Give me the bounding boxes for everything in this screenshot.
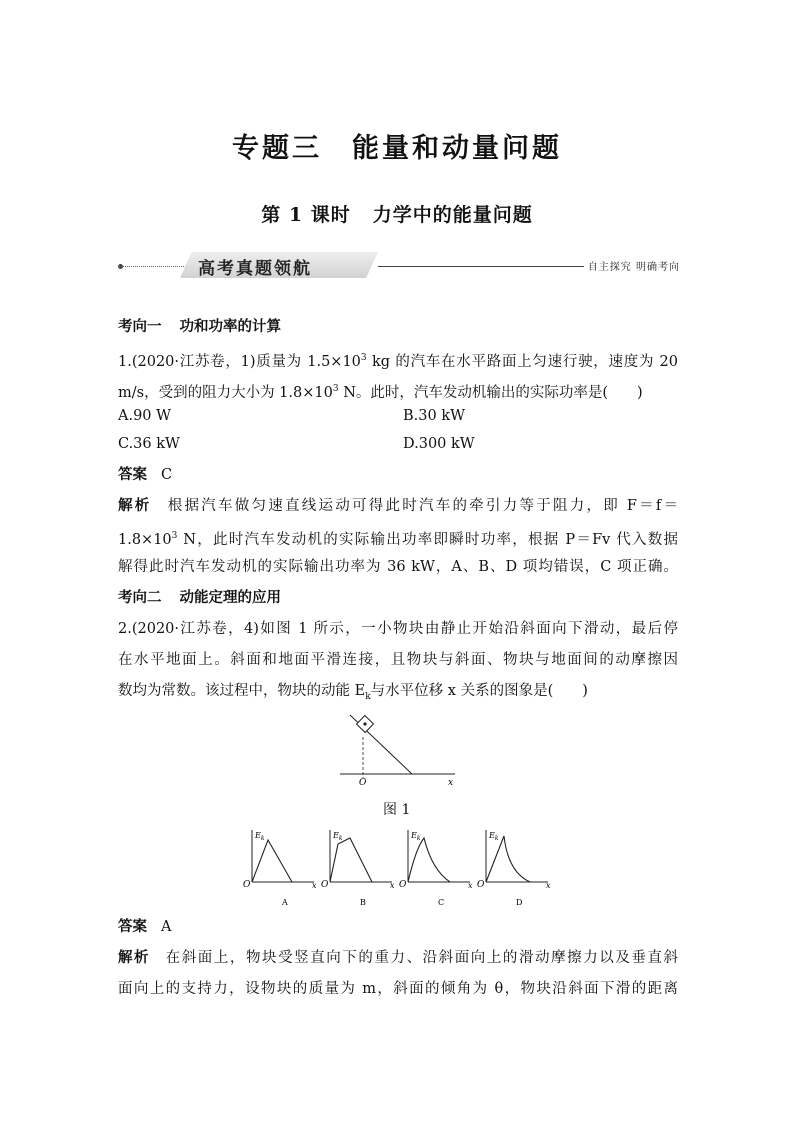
q1-answer-value: C xyxy=(161,467,173,483)
banner-note: 自主探究 明确考向 xyxy=(584,258,684,273)
lesson-number: 第 1 课时 xyxy=(261,204,351,226)
q2-analysis-line-2: 面向上的支持力，设物块的质量为 m，斜面的倾角为 θ，物块沿斜面下滑的距离 xyxy=(118,981,678,997)
q1-line-1-sup: 3 xyxy=(360,353,367,363)
section-1-topic: 功和功率的计算 xyxy=(179,318,281,335)
graph-B-xlabel: x xyxy=(390,881,395,890)
answer-graphs xyxy=(240,826,550,911)
graph-A-origin: O xyxy=(243,880,251,890)
q1-analysis-line-2 xyxy=(118,522,678,554)
q2-answer-value: A xyxy=(161,919,172,935)
q2-line-3-a: 数均为常数。该过程中，物块的动能 E xyxy=(118,683,366,699)
graph-C-xlabel: x xyxy=(468,881,473,890)
q2-answer xyxy=(118,913,678,941)
figure-1-incline xyxy=(330,712,465,787)
q2-line-2: 在水平地面上。斜面和地面平滑连接，且物块与斜面、物块与地面间的动摩擦因 xyxy=(118,652,678,668)
q1-analysis-line-3: 解得此时汽车发动机的实际输出功率为 36 kW，A、B、D 项均错误，C 项正确。 xyxy=(118,559,678,575)
q2-analysis-1: 在斜面上，物块受竖直向下的重力、沿斜面向上的滑动摩擦力以及垂直斜 xyxy=(164,950,679,966)
banner-title: 高考真题领航 xyxy=(198,259,312,279)
graph-A-ylabel-sub: k xyxy=(260,835,265,842)
q1-analysis-2a: 1.8×10 xyxy=(118,531,172,548)
q1-line-1 xyxy=(118,344,678,376)
q1-option-c: C.36 kW xyxy=(118,436,180,452)
fig1-block-dot xyxy=(363,722,366,725)
q1-analysis-2b: N，此时汽车发动机的实际输出功率即瞬时功率，根据 P＝Fv 代入数据 xyxy=(177,531,678,548)
q1-line-1-b: kg 的汽车在水平路面上匀速行驶，速度为 20 xyxy=(366,353,678,370)
chapter-title xyxy=(0,126,794,165)
graph-A xyxy=(243,830,317,907)
q2-line-3 xyxy=(118,677,678,711)
graph-D-origin: O xyxy=(477,880,485,890)
fig1-origin: O xyxy=(359,778,367,788)
graph-C-curve xyxy=(408,838,450,882)
graph-D-ylabel: $E_k$ xyxy=(489,831,499,842)
graph-B-ylabel-sub: k xyxy=(338,835,343,842)
q1-answer-label: 答案 xyxy=(118,466,147,483)
q2-answer-label: 答案 xyxy=(118,918,147,935)
figure-1-caption: 图 1 xyxy=(383,802,411,818)
graph-B-caption: B xyxy=(360,898,366,907)
q2-analysis-line-1 xyxy=(118,944,678,972)
graph-D xyxy=(477,830,551,907)
q1-line-2-a: m/s，受到的阻力大小为 1.8×10 xyxy=(118,384,333,401)
chapter-name: 能量和动量问题 xyxy=(352,133,562,164)
q1-option-b: B.30 kW xyxy=(403,408,466,424)
q1-answer xyxy=(118,461,678,489)
graph-D-curve xyxy=(486,836,530,882)
section-1-label: 考向一 xyxy=(118,318,162,335)
q1-line-1-a: 1.(2020·江苏卷，1)质量为 1.5×10 xyxy=(118,353,361,370)
banner-line-left xyxy=(118,266,186,267)
section-banner xyxy=(118,252,678,282)
graph-B-curve xyxy=(330,838,372,882)
section-2-heading xyxy=(118,584,678,612)
graph-A-ylabel: $E_k$ xyxy=(255,831,265,842)
graph-C-caption: C xyxy=(438,898,445,907)
chapter-number: 专题三 xyxy=(232,133,322,164)
graph-D-ylabel-sub: k xyxy=(494,835,499,842)
q1-analysis-line-1 xyxy=(118,492,678,520)
graph-B-ylabel: $E_k$ xyxy=(333,831,343,842)
q1-line-2-b: N。此时，汽车发动机输出的实际功率是( ) xyxy=(338,384,643,401)
graph-B xyxy=(321,830,395,907)
graph-B-origin: O xyxy=(321,880,329,890)
graph-C-origin: O xyxy=(399,880,407,890)
q2-line-1: 2.(2020·江苏卷，4)如图 1 所示，一小物块由静止开始沿斜面向下滑动，最后停 xyxy=(118,621,678,637)
q1-analysis-label: 解析 xyxy=(118,497,152,514)
graph-D-xlabel: x xyxy=(546,881,551,890)
lesson-title xyxy=(0,200,794,227)
fig1-x-label: x xyxy=(448,778,454,788)
lesson-name: 力学中的能量问题 xyxy=(372,204,533,226)
graph-D-caption: D xyxy=(516,898,523,907)
q1-analysis-1: 根据汽车做匀速直线运动可得此时汽车的牵引力等于阻力，即 F＝f＝ xyxy=(165,498,678,514)
graph-C-ylabel: $E_k$ xyxy=(411,831,421,842)
graph-A-curve xyxy=(252,840,292,882)
q2-line-3-sub: k xyxy=(365,691,371,702)
q2-analysis-label: 解析 xyxy=(118,949,151,966)
section-2-label: 考向二 xyxy=(118,589,162,606)
graph-A-caption: A xyxy=(282,898,288,907)
section-2-topic: 动能定理的应用 xyxy=(179,589,281,606)
q1-line-2-sup: 3 xyxy=(332,384,339,394)
graph-C xyxy=(399,830,473,907)
q1-analysis-2sup: 3 xyxy=(171,531,178,541)
q1-option-d: D.300 kW xyxy=(403,436,475,452)
q1-line-2 xyxy=(118,375,678,407)
q1-option-a: A.90 W xyxy=(118,408,172,424)
q2-line-3-b: 与水平位移 x 关系的图象是( ) xyxy=(370,683,588,699)
graph-C-ylabel-sub: k xyxy=(416,835,421,842)
graph-A-xlabel: x xyxy=(312,881,317,890)
section-1-heading xyxy=(118,313,678,341)
